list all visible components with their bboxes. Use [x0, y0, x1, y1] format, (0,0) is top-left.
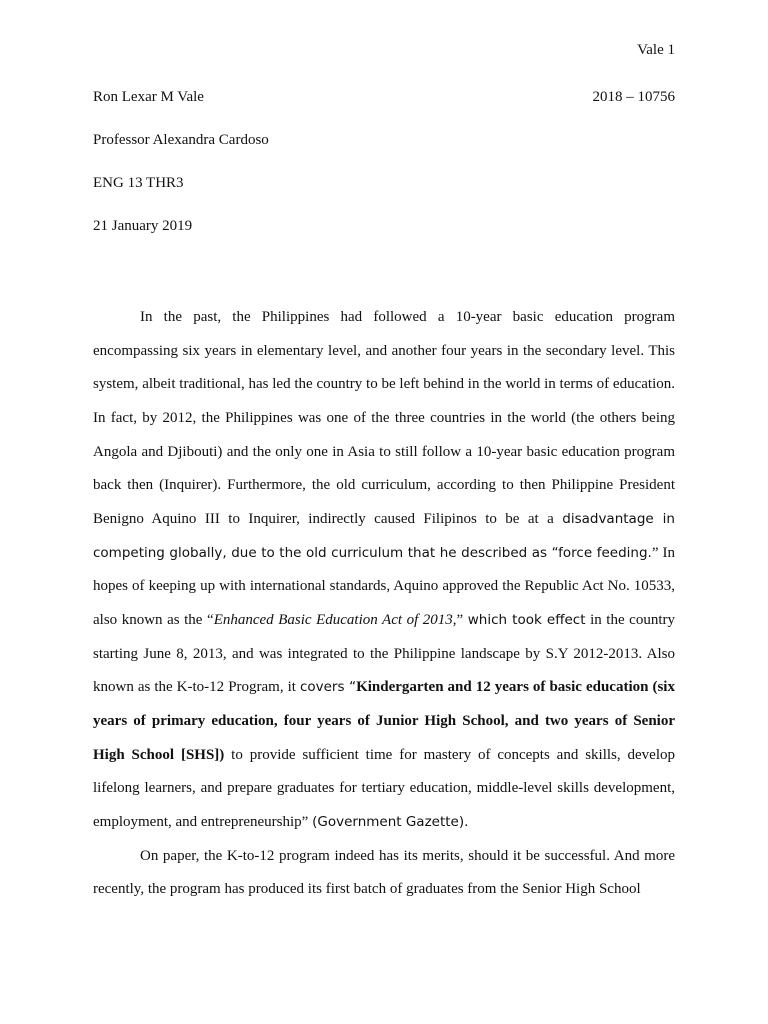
act-title: Enhanced Basic Education Act of 2013 — [213, 612, 453, 629]
p1-text-3: ” In hopes of keeping up with international standards, Aquino approved the Republic Act No. 10533, also known as the “ — [93, 544, 676, 629]
student-number: 2018 – 10756 — [592, 89, 675, 105]
professor-name: Professor Alexandra Cardoso — [93, 132, 269, 148]
paragraph-1 — [93, 301, 675, 840]
p1-text-4: ,” — [452, 612, 468, 629]
p1-text-5: which took effect — [467, 612, 586, 629]
p1-text-6: in the country starting June 8, 2013, and was integrated to the Philippine landscape by S.Y 2012-2013. Also known as the K-to-12 Program, it — [93, 612, 675, 696]
essay-body — [93, 301, 675, 907]
bold-definition: Kindergarten and 12 years of basic education (six years of primary education, four years of Junior High School, and two years of Senior High School [SHS]) — [93, 679, 675, 763]
course-code: ENG 13 THR3 — [93, 175, 184, 191]
p1-text-2: disadvantage in competing globally, due to the old curriculum that he described as “force feeding. — [93, 511, 675, 561]
student-line — [93, 87, 675, 107]
page-header: Vale 1 — [637, 42, 675, 58]
student-name: Ron Lexar M Vale — [93, 89, 204, 105]
essay-date: 21 January 2019 — [93, 218, 193, 234]
p1-text-8: to provide sufficient time for mastery of concepts and skills, develop lifelong learners, and prepare graduates for tertiary education, middle-level skills development, employment, and entrepreneurship” — [93, 746, 675, 831]
p1-text-1: In the past, the Philippines had followed a 10-year basic education program encompassing six years in elementary level, and another four years in the secondary level. This system, albeit traditional, has led the country to be left behind in the world in terms of education. In fact, by 2012, the Philippines was one of the three countries in the world (the others being Angola and Djibouti) and the only one in Asia to still follow a 10-year basic education program back then (Inquirer). Furthermore, the old curriculum, according to then Philippine President Benigno Aquino III to Inquirer, indirectly caused Filipinos to be at a — [93, 309, 675, 528]
citation-gazette: (Government Gazette). — [312, 814, 469, 831]
p1-text-7: covers “ — [299, 679, 357, 696]
paragraph-2: On paper, the K-to-12 program indeed has its merits, should it be successful. And more recently, the program has produced its first batch of graduates from the Senior High School — [93, 847, 675, 898]
